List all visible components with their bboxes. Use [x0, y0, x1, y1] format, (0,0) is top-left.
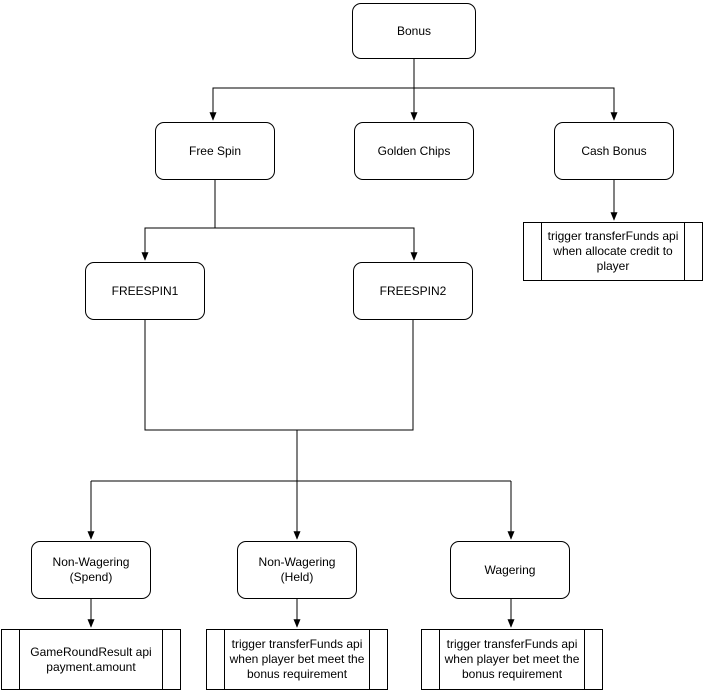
node-cash-bonus-process-label: trigger transferFunds api when allocate credit to player	[547, 229, 679, 273]
process-bar-left	[19, 630, 20, 689]
node-golden-chips	[354, 122, 474, 180]
node-cash-bonus	[554, 122, 674, 180]
node-spend-process	[1, 629, 181, 690]
connector-bonus-freespin	[213, 59, 414, 120]
connector-freespin-freespin1	[145, 180, 215, 260]
process-bar-left	[439, 630, 440, 689]
node-free-spin-label: Free Spin	[188, 143, 242, 158]
process-bar-right	[584, 630, 585, 689]
node-wagering-process-label: trigger transferFunds api when player bet meet the bonus requirement	[444, 637, 580, 681]
connector-freespin-merge	[91, 320, 511, 481]
node-non-wagering-spend-label: Non-Wagering (Spend)	[52, 555, 130, 584]
process-bar-right	[162, 630, 163, 689]
node-freespin2-label: FREESPIN2	[379, 283, 447, 298]
node-non-wagering-held	[237, 541, 357, 599]
node-cash-bonus-label: Cash Bonus	[581, 143, 647, 158]
connector-freespin-freespin2	[215, 228, 414, 260]
node-bonus-label: Bonus	[396, 23, 432, 38]
node-golden-chips-label: Golden Chips	[377, 143, 451, 158]
process-bar-left	[224, 630, 225, 689]
process-bar-left	[541, 223, 542, 280]
node-cash-bonus-process	[523, 222, 703, 281]
process-bar-right	[369, 630, 370, 689]
node-freespin1	[85, 262, 205, 320]
node-wagering	[450, 541, 570, 599]
node-bonus	[352, 3, 476, 59]
node-non-wagering-spend	[31, 541, 151, 599]
node-freespin1-label: FREESPIN1	[111, 283, 179, 298]
node-wagering-process	[421, 629, 603, 690]
node-held-process-label: trigger transferFunds api when player bet meet the bonus requirement	[229, 637, 365, 681]
node-freespin2	[353, 262, 473, 320]
node-free-spin	[155, 122, 275, 180]
node-wagering-label: Wagering	[484, 562, 536, 577]
node-spend-process-label: GameRoundResult api payment.amount	[30, 644, 152, 674]
node-held-process	[206, 629, 388, 690]
process-bar-right	[684, 223, 685, 280]
connector-bonus-cashbonus	[414, 88, 614, 120]
node-non-wagering-held-label: Non-Wagering (Held)	[258, 555, 336, 584]
